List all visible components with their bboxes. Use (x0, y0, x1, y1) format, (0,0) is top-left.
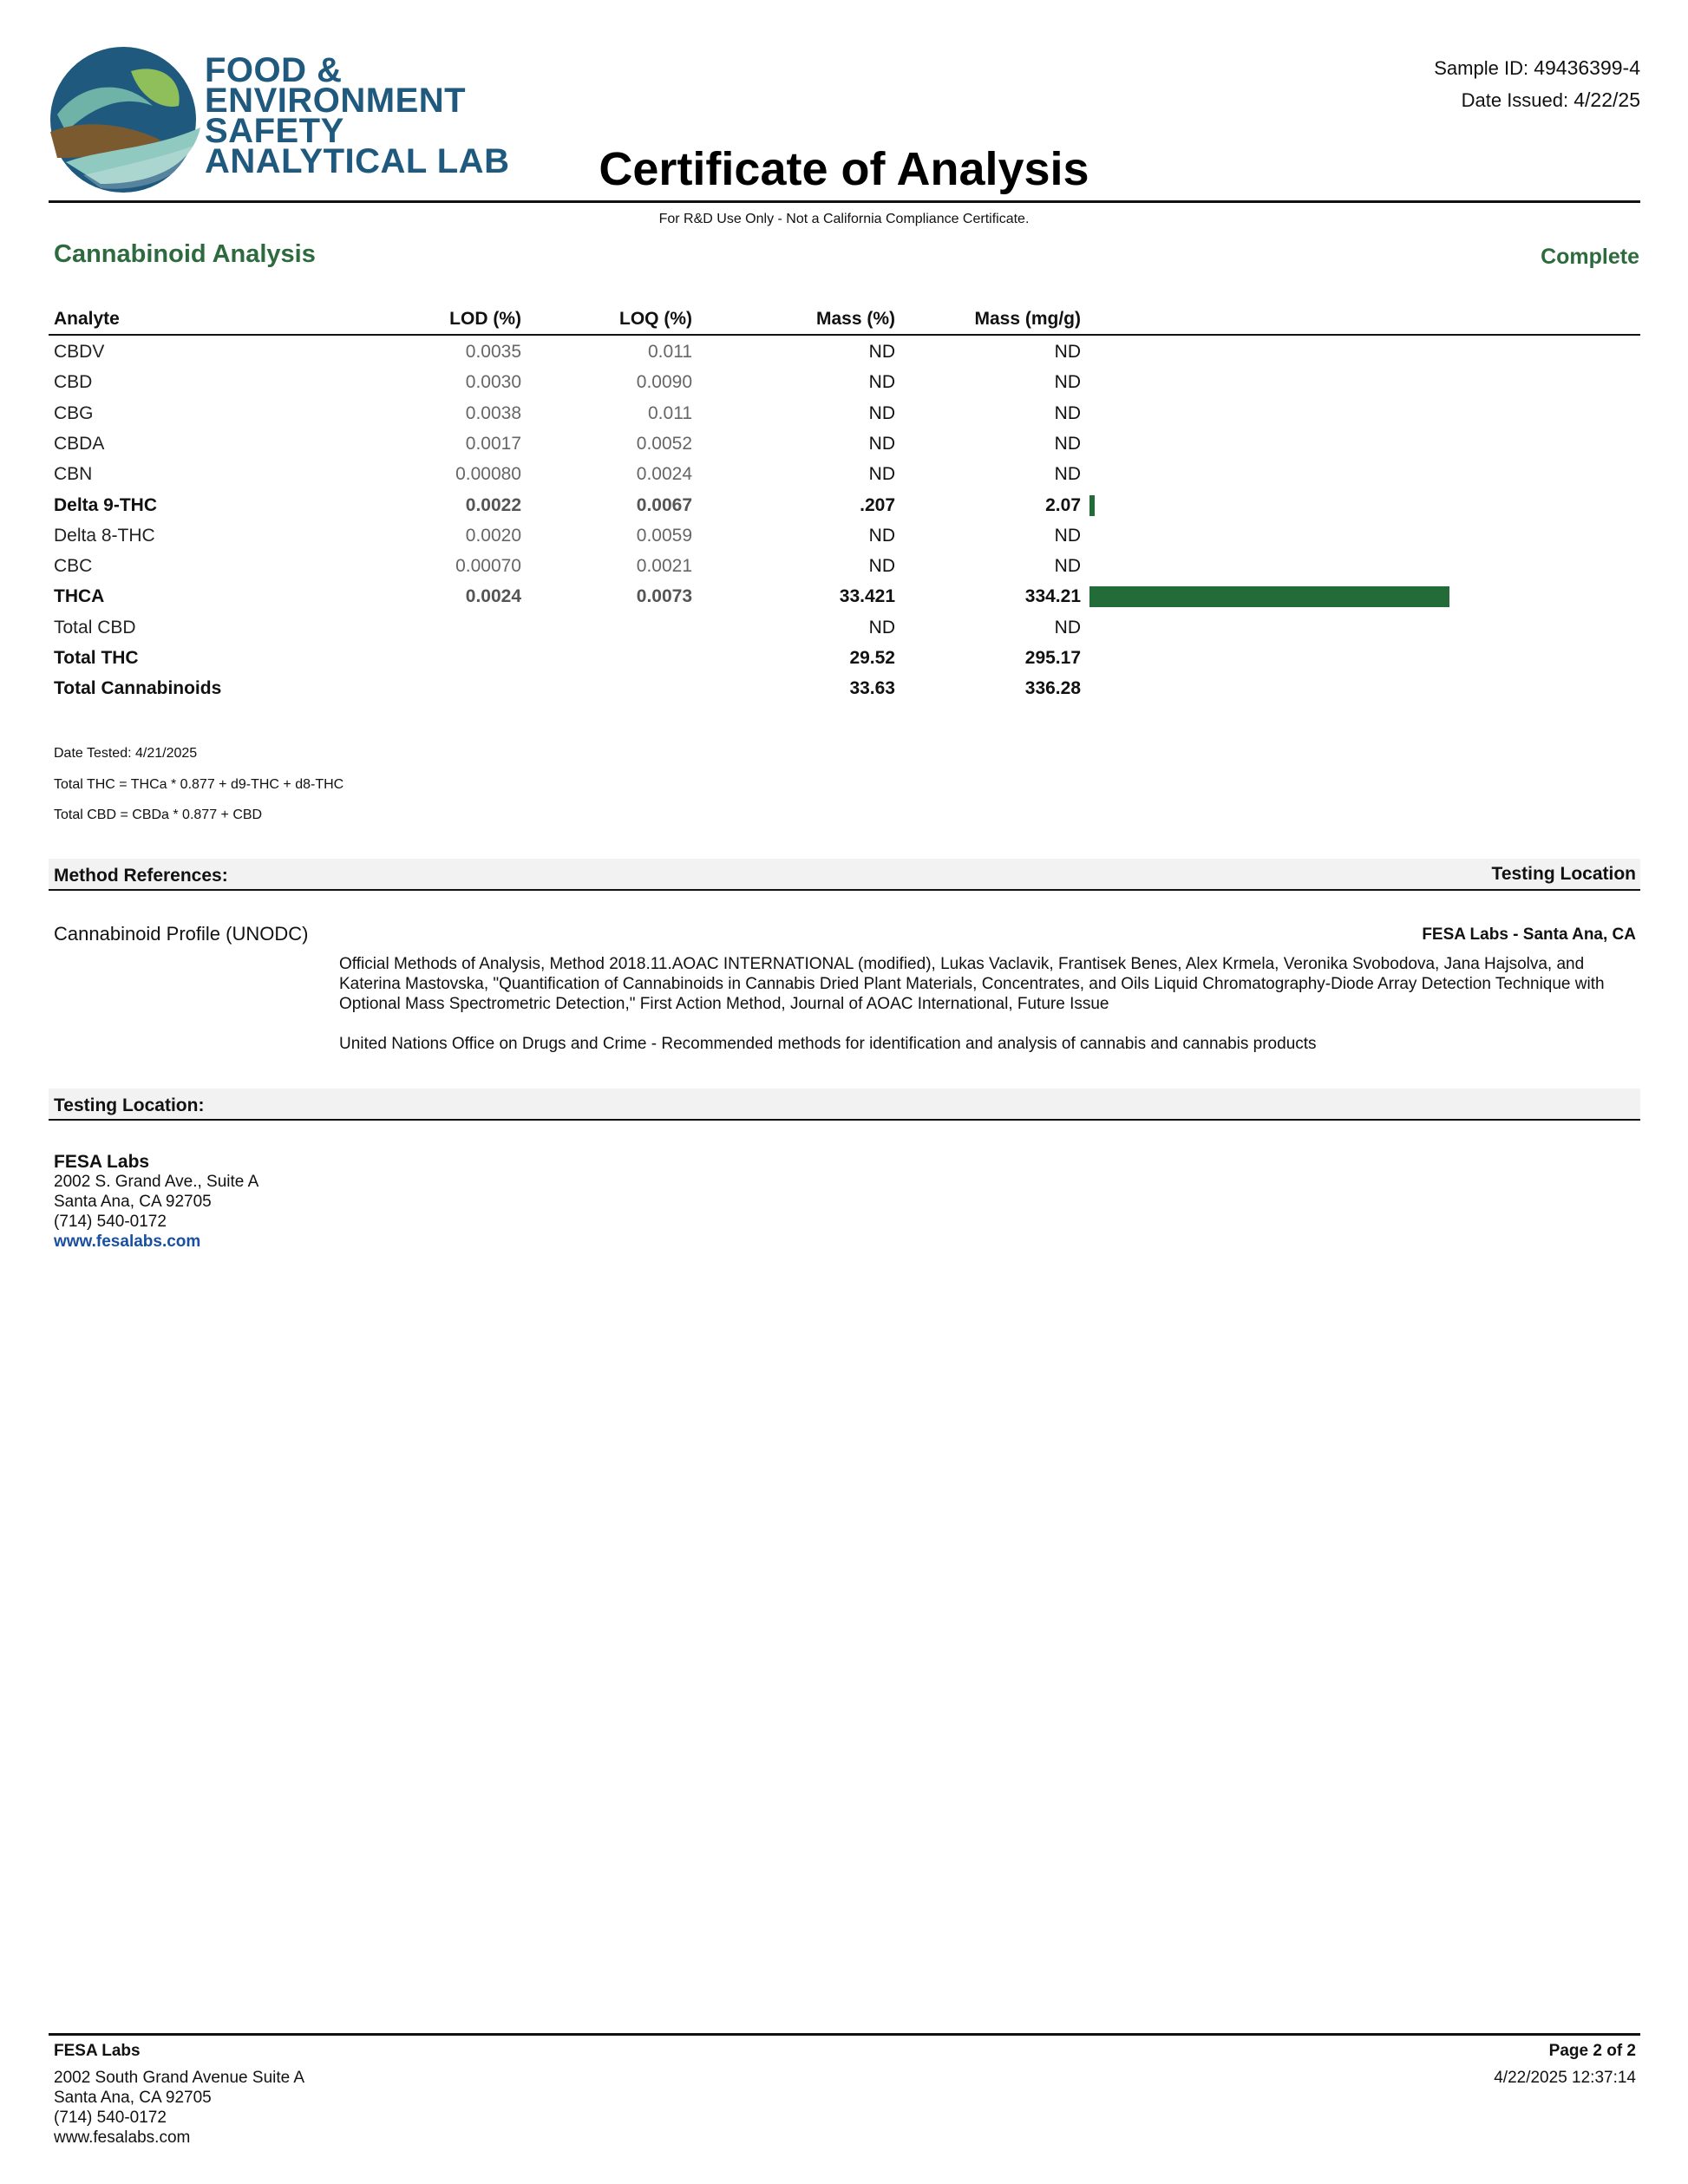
loq-value: 0.0024 (636, 464, 692, 485)
footer-divider (49, 2033, 1640, 2036)
table-row (0, 490, 1688, 520)
mass-mg-value: ND (1054, 617, 1081, 638)
analyte-name: Total THC (54, 648, 139, 668)
loq-value: 0.0067 (636, 494, 692, 515)
mass-percent-value: ND (868, 464, 895, 485)
col-header-mg: Mass (mg/g) (974, 309, 1081, 329)
lod-value: 0.0035 (465, 342, 521, 362)
table-row (0, 428, 1688, 459)
total-cbd-formula: Total CBD = CBDa * 0.877 + CBD (54, 808, 263, 822)
mass-percent-value: ND (868, 402, 895, 423)
testing-location-header: Testing Location (1491, 864, 1636, 884)
table-row (0, 337, 1688, 367)
table-row (0, 673, 1688, 703)
loq-value: 0.011 (648, 402, 692, 423)
analyte-name: Delta 8-THC (54, 525, 155, 546)
mass-percent-value: 33.63 (849, 678, 895, 699)
table-header-divider (49, 334, 1640, 336)
mass-percent-value: ND (868, 556, 895, 577)
mass-percent-value: 29.52 (849, 648, 895, 668)
mass-mg-value: ND (1054, 342, 1081, 362)
mass-mg-value: ND (1054, 433, 1081, 454)
analyte-name: Delta 9-THC (54, 494, 158, 515)
table-row (0, 581, 1688, 611)
compliance-note: For R&D Use Only - Not a California Compliance Certificate. (658, 212, 1030, 226)
method-references-band (49, 859, 1640, 891)
header-divider (49, 200, 1640, 203)
loq-value: 0.011 (648, 342, 692, 362)
method-references-label: Method References: (54, 866, 228, 886)
mass-mg-value: ND (1054, 372, 1081, 393)
analyte-name: THCA (54, 586, 105, 607)
lod-value: 0.0017 (465, 433, 521, 454)
mass-percent-value: ND (868, 617, 895, 638)
mass-mg-value: 334.21 (1024, 586, 1081, 607)
loq-value: 0.0052 (636, 433, 692, 454)
footer-phone: (714) 540-0172 (54, 2109, 167, 2127)
analyte-name: CBDA (54, 433, 105, 454)
lab-brand-name: FOOD & ENVIRONMENT SAFETY ANALYTICAL LAB (205, 51, 510, 180)
testing-lab-website-link[interactable]: www.fesalabs.com (54, 1233, 201, 1251)
testing-location-address (54, 1152, 258, 1252)
mass-bar (1089, 586, 1449, 607)
lod-value: 0.00080 (455, 464, 521, 485)
page-title: Certificate of Analysis (599, 143, 1089, 195)
lod-value: 0.0030 (465, 372, 521, 393)
sample-info (1434, 52, 1640, 116)
analyte-name: CBDV (54, 342, 105, 362)
footer-lab-name: FESA Labs (54, 2042, 141, 2060)
testing-location-band (49, 1089, 1640, 1121)
loq-value: 0.0090 (636, 372, 692, 393)
analyte-name: CBN (54, 464, 93, 485)
analyte-name: Total Cannabinoids (54, 678, 222, 699)
report-timestamp: 4/22/2025 12:37:14 (1494, 2069, 1636, 2087)
lod-value: 0.00070 (455, 556, 521, 577)
analyte-name: Total CBD (54, 617, 136, 638)
mass-percent-value: ND (868, 433, 895, 454)
testing-location-label: Testing Location: (54, 1095, 205, 1115)
loq-value: 0.0073 (636, 586, 692, 607)
testing-lab-phone: (714) 540-0172 (54, 1213, 167, 1231)
analyte-name: CBC (54, 556, 93, 577)
lod-value: 0.0024 (465, 586, 521, 607)
mass-mg-value: 2.07 (1045, 494, 1081, 515)
table-row (0, 459, 1688, 489)
mass-mg-value: 295.17 (1024, 648, 1081, 668)
mass-mg-value: 336.28 (1024, 678, 1081, 699)
mass-percent-value: ND (868, 372, 895, 393)
table-row (0, 398, 1688, 428)
method-reference-1: Official Methods of Analysis, Method 2018.11.AOAC INTERNATIONAL (modified), Lukas Vaclavik, Frantisek Benes, Alex Krmela, Veronika Svobodova, Jana Hajsolva, and Katerina Mastovska, "Quantification of Cannabinoids in Cannabis Dried Plant Materials, Concentrates, and Oils Liquid Chromatography-Diode Array Detection Technique with Optional Mass Spectrometric Detection," First Action Method, Journal of AOAC International, Future Issue (339, 955, 1605, 1013)
testing-lab-name: FESA Labs (54, 1152, 150, 1172)
loq-value: 0.0021 (636, 556, 692, 577)
date-issued-label: Date Issued: (1461, 89, 1569, 111)
footer-website[interactable]: www.fesalabs.com (54, 2128, 191, 2147)
loq-value: 0.0059 (636, 525, 692, 546)
table-row (0, 551, 1688, 581)
mass-percent-value: 33.421 (839, 586, 895, 607)
col-header-analyte: Analyte (54, 309, 120, 329)
col-header-loq: LOQ (%) (619, 309, 692, 329)
section-title: Cannabinoid Analysis (54, 240, 316, 268)
page-number: Page 2 of 2 (1548, 2042, 1636, 2060)
table-row (0, 520, 1688, 551)
mass-mg-value: ND (1054, 464, 1081, 485)
mass-percent-value: ND (868, 525, 895, 546)
sample-id-label: Sample ID: (1434, 57, 1529, 79)
col-header-mass: Mass (%) (815, 309, 895, 329)
footer-street: 2002 South Grand Avenue Suite A (54, 2069, 305, 2087)
date-issued-value: 4/22/25 (1574, 88, 1640, 111)
lod-value: 0.0022 (465, 494, 521, 515)
footer-page-info (1494, 2041, 1636, 2088)
analyte-name: CBG (54, 402, 94, 423)
method-reference-2: United Nations Office on Drugs and Crime - Recommended methods for identification and analysis of cannabis and cannabis products (339, 1035, 1317, 1053)
table-row (0, 367, 1688, 397)
mass-mg-value: ND (1054, 556, 1081, 577)
method-name: Cannabinoid Profile (UNODC) (54, 923, 309, 945)
mass-bar (1089, 495, 1095, 516)
footer-address (54, 2041, 304, 2148)
lod-value: 0.0020 (465, 525, 521, 546)
testing-lab-city: Santa Ana, CA 92705 (54, 1193, 212, 1211)
mass-percent-value: ND (868, 342, 895, 362)
mass-percent-value: .207 (860, 494, 895, 515)
method-location: FESA Labs - Santa Ana, CA (1422, 925, 1636, 944)
date-tested: Date Tested: 4/21/2025 (54, 746, 198, 761)
analyte-name: CBD (54, 372, 93, 393)
lod-value: 0.0038 (465, 402, 521, 423)
footer-city: Santa Ana, CA 92705 (54, 2089, 212, 2107)
status-badge: Complete (1541, 245, 1639, 269)
sample-id-value: 49436399-4 (1534, 56, 1640, 79)
testing-lab-street: 2002 S. Grand Ave., Suite A (54, 1173, 259, 1191)
table-row (0, 643, 1688, 673)
total-thc-formula: Total THC = THCa * 0.877 + d9-THC + d8-THC (54, 777, 344, 792)
mass-mg-value: ND (1054, 525, 1081, 546)
table-row (0, 612, 1688, 643)
mass-mg-value: ND (1054, 402, 1081, 423)
col-header-lod: LOD (%) (449, 309, 521, 329)
